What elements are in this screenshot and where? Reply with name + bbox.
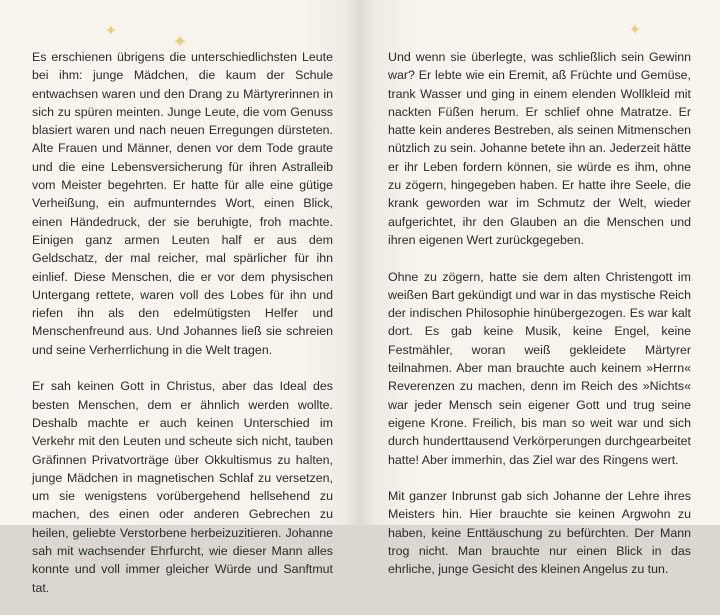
left-page-text: [32, 48, 333, 615]
sparkle-icon: [106, 25, 116, 35]
paragraph: Es erschienen übrigens die unterschiedlichsten Leute bei ihm: junge Mädchen, die kaum der Schule entwachsen waren und den Drang zu Märtyrerinnen in sich zu spüren meinten. Junge Leute, die vom Genuss blasiert waren und nach neuen Erregungen dürsteten. Alte Frauen und Männer, denen vor dem Tode graute und die eine Lebensversicherung für ihren Astralleib vom Meister begehrten. Er hatte für alle eine gütige Verheißung, ein aufmunterndes Wort, einen Blick, einen Händedruck, der sie beruhigte, froh machte. Einigen ganz armen Leuten half er aus dem Geldschatz, der mal reicher, mal spärlicher für ihn einlief. Diese Menschen, die er vor dem physischen Untergang rettete, waren voll des Lobes für ihn und riefen ihn als den edelmütigsten Helfer und Menschenfreund aus. Und Johannes ließ sie schreien und seine Verherrlichung in die Welt tragen.: [32, 50, 333, 357]
sparkle-icon: [630, 24, 640, 34]
right-page-text: [388, 48, 691, 597]
paragraph: Ohne zu zögern, hatte sie dem alten Christengott im weißen Bart gekündigt und war in das mystische Reich der indischen Philosophie hinübergezogen. Es war kalt dort. Es gab keine Musik, keine Engel, keine Festmähler, woran weiß gekleidete Märtyrer teilnahmen. Aber man brauchte auch keinem »Herrn« Reverenzen zu machen, denn im Reich des »Nichts« war jeder Mensch sein eigener Gott und trug seine eigene Krone. Freilich, bis man so weit war und sich durch hunderttausend Verkörperungen durchgearbeitet hatte! Aber immerhin, das Ziel war des Ringens wert.: [388, 269, 691, 467]
paragraph: Und wenn sie überlegte, was schließlich sein Gewinn war? Er lebte wie ein Eremit, aß Früchte und Gemüse, trank Wasser und ging in einem elenden Wollkleid mit nackten Füßen herum. Er schlief ohne Matratze. Er hatte kein anderes Bestreben, als seinen Mitmenschen nützlich zu sein. Johanne betete ihn an. Jederzeit hätte er ihr Leben fordern können, sie würde es ihm, ohne zu zögern, hingegeben haben. Er hatte ihre Seele, die krank geworden war im Schmutz der Welt, wieder aufgerichtet, ihr den Glauben an die Menschen und ihren eigenen Wert zurückgegeben.: [388, 50, 691, 247]
right-page: [360, 0, 720, 577]
paragraph: Er sah keinen Gott in Christus, aber das Ideal des besten Menschen, dem er ähnlich werden wollte. Deshalb machte er auch keinen Unterschied im Verkehr mit den Leuten und scheute sich nicht, tauben Gräfinnen Privatvorträge über Okkultismus zu halten, junge Mädchen in magnetischen Schlaf zu versetzen, um sie wenigstens vorübergehend hellsehend zu machen, des einen oder anderen Gebrechen zu heilen, geliebte Verstorbene herbeizuzitieren. Johanne sah mit wachsender Ehrfurcht, wie dieser Mann alles konnte und voll immer gleicher Würde und Sanftmut tat.: [32, 379, 333, 595]
paragraph: Mit ganzer Inbrunst gab sich Johanne der Lehre ihres Meisters hin. Hier brauchte sie keinen Argwohn zu haben, keine Enttäuschung zu befürchten. Der Mann trog nicht. Man brauchte nur einen Blick in das ehrliche, junge Gesicht des kleinen Angelus zu tun.: [388, 489, 691, 577]
left-page: [0, 0, 360, 595]
sparkle-icon: [174, 35, 186, 47]
